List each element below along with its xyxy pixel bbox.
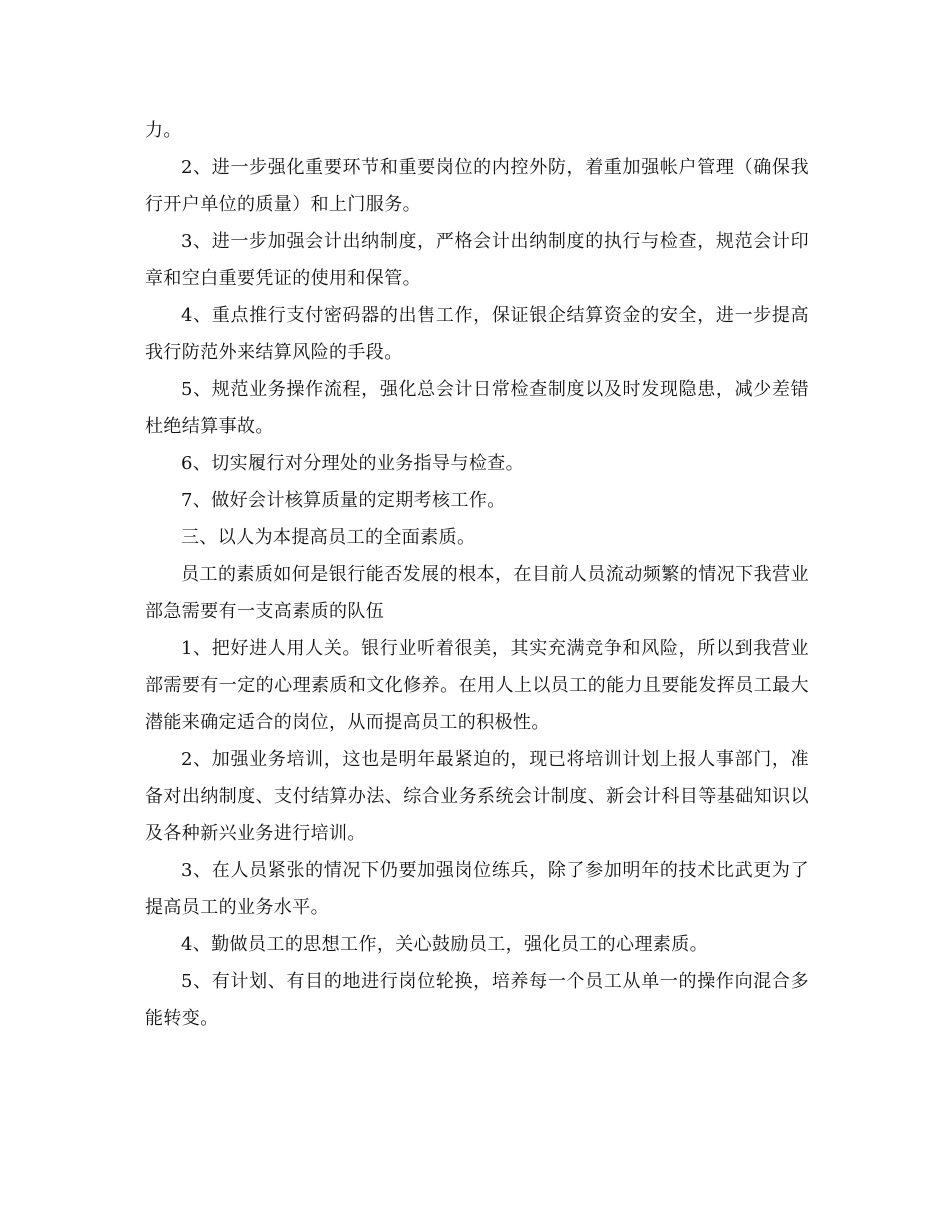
paragraph-item-6: 6、切实履行对分理处的业务指导与检查。 — [181, 453, 525, 474]
paragraph-staff-4: 4、勤做员工的思想工作，关心鼓励员工，强化员工的心理素质。 — [181, 934, 709, 955]
paragraph-staff-1: 1、把好进人用人关。银行业听着很美，其实充满竞争和风险，所以到我营业部需要有一定的心理素质和文化修养。在用人上以员工的能力且要能发挥员工最大潜能来确定适合的岗位，从而提高员工的积极性。 — [145, 638, 809, 733]
paragraph-item-5: 5、规范业务操作流程，强化总会计日常检查制度以及时发现隐患，减少差错杜绝结算事故。 — [145, 379, 809, 437]
paragraph-staff-5: 5、有计划、有目的地进行岗位轮换，培养每一个员工从单一的操作向混合多能转变。 — [145, 971, 809, 1029]
paragraph-item-3: 3、进一步加强会计出纳制度，严格会计出纳制度的执行与检查，规范会计印章和空白重要凭证的使用和保管。 — [145, 231, 809, 289]
paragraph-item-2: 2、进一步强化重要环节和重要岗位的内控外防，着重加强帐户管理（确保我行开户单位的质量）和上门服务。 — [145, 157, 809, 215]
paragraph-continuation: 力。 — [145, 120, 182, 141]
paragraph-item-4: 4、重点推行支付密码器的出售工作，保证银企结算资金的安全，进一步提高我行防范外来结算风险的手段。 — [145, 305, 809, 363]
paragraph-item-7: 7、做好会计核算质量的定期考核工作。 — [181, 490, 506, 511]
section-intro: 员工的素质如何是银行能否发展的根本，在目前人员流动频繁的情况下我营业部急需要有一支高素质的队伍 — [145, 564, 809, 622]
paragraph-staff-2: 2、加强业务培训，这也是明年最紧迫的，现已将培训计划上报人事部门，准备对出纳制度、支付结算办法、综合业务系统会计制度、新会计科目等基础知识以及各种新兴业务进行培训。 — [145, 749, 809, 844]
paragraph-staff-3: 3、在人员紧张的情况下仍要加强岗位练兵，除了参加明年的技术比武更为了提高员工的业务水平。 — [145, 860, 809, 918]
document-body — [145, 112, 809, 1037]
section-heading-3: 三、以人为本提高员工的全面素质。 — [181, 527, 476, 548]
